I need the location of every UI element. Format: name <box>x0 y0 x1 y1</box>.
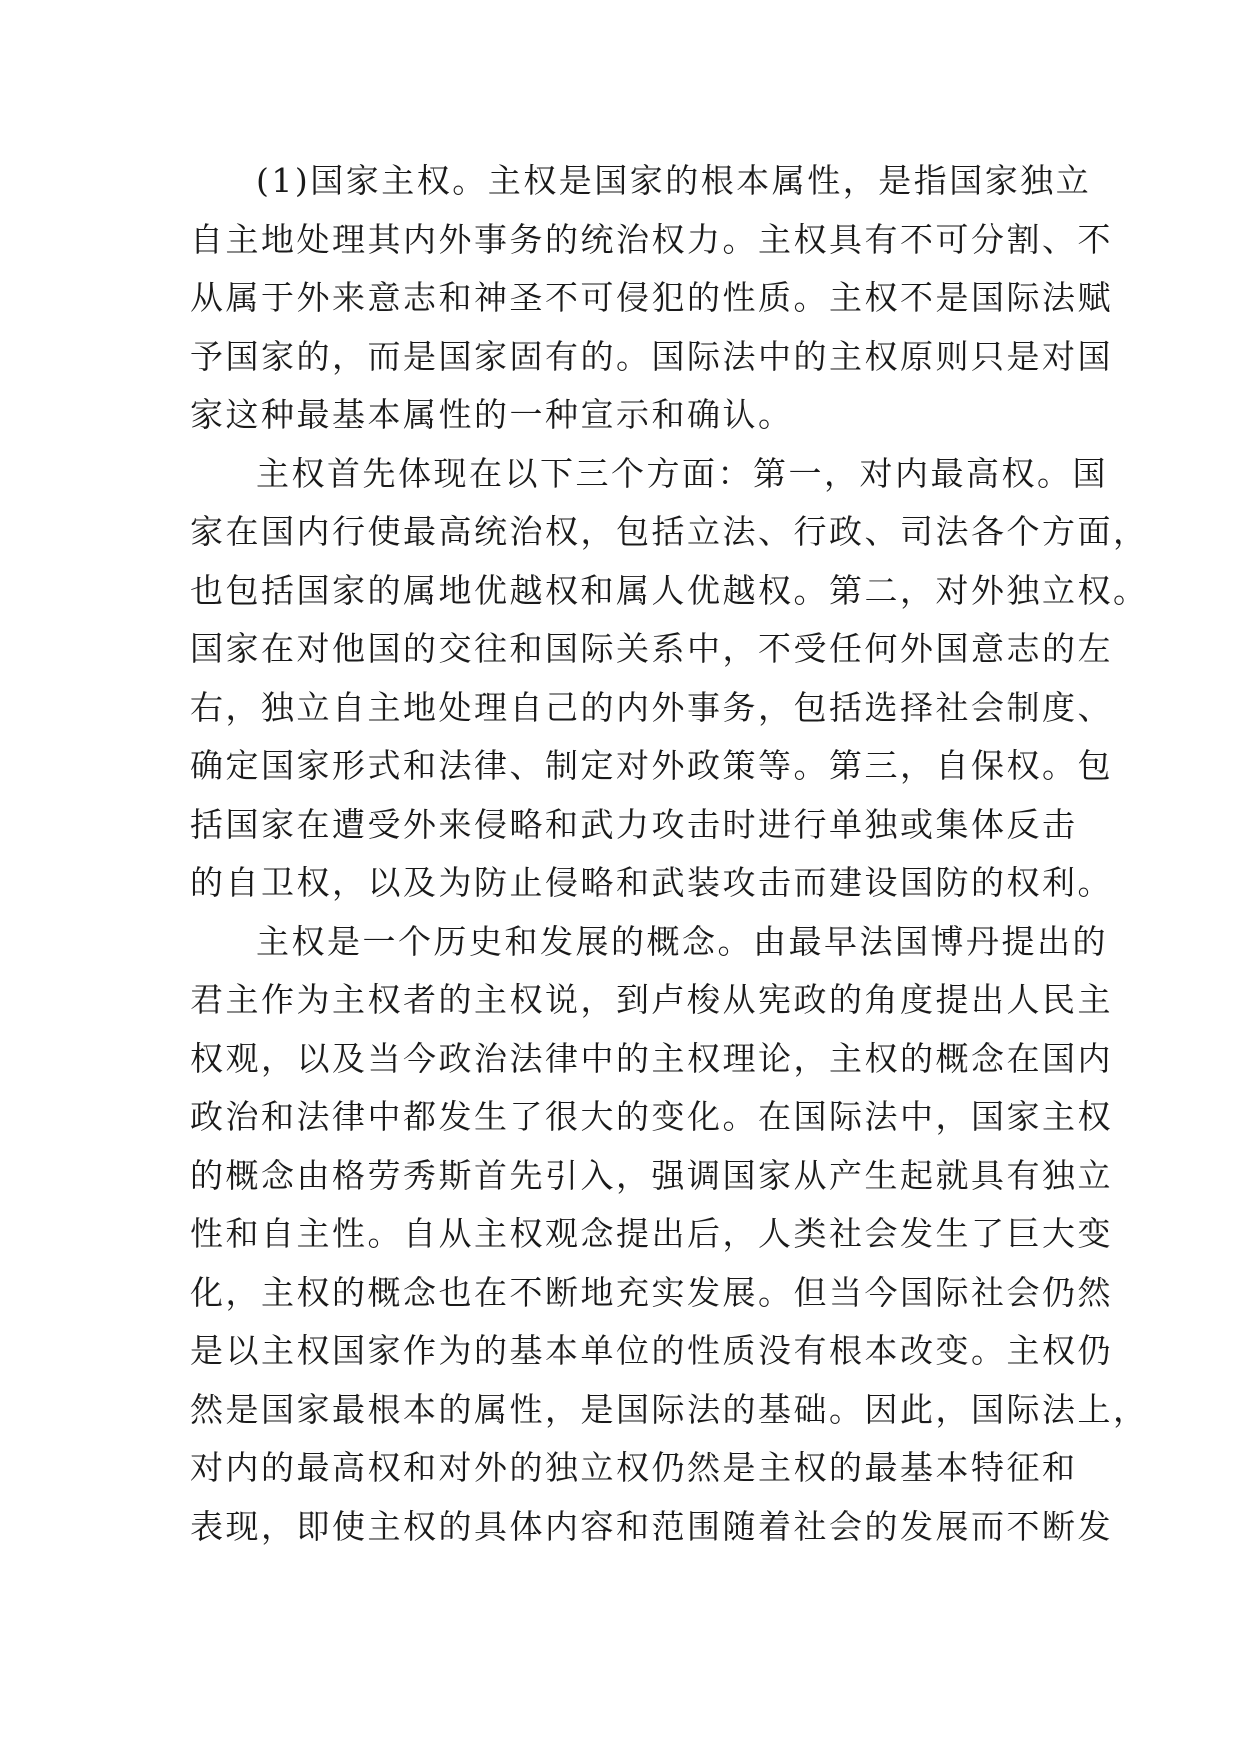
text-line: 的概念由格劳秀斯首先引入，强调国家从产生起就具有独立 <box>190 1155 1113 1195</box>
text-line: 国家在对他国的交往和国际关系中，不受任何外国意志的左 <box>190 629 1113 668</box>
text-line: 君主作为主权者的主权说，到卢梭从宪政的角度提出人民主 <box>190 980 1113 1019</box>
paragraph-sovereignty-aspects <box>190 445 1149 913</box>
paragraph-sovereignty-history <box>190 913 1149 1557</box>
text-line: 予国家的，而是国家固有的。国际法中的主权原则只是对国 <box>190 336 1113 376</box>
text-line: 的自卫权，以及为防止侵略和武装攻击而建设国防的权利。 <box>190 863 1113 902</box>
text-line: 括国家在遭受外来侵略和武力攻击时进行单独或集体反击 <box>190 804 1078 844</box>
text-line: 化，主权的概念也在不断地充实发展。但当今国际社会仍然 <box>190 1272 1113 1312</box>
text-line: 然是国家最根本的属性，是国际法的基础。因此，国际法上， <box>190 1389 1149 1429</box>
text-line: 对内的最高权和对外的独立权仍然是主权的最基本特征和 <box>190 1448 1078 1487</box>
text-line: 确定国家形式和法律、制定对外政策等。第三，自保权。包 <box>190 746 1113 785</box>
text-line: 是以主权国家作为的基本单位的性质没有根本改变。主权仍 <box>190 1331 1113 1370</box>
text-line: 表现，即使主权的具体内容和范围随着社会的发展而不断发 <box>190 1506 1113 1546</box>
text-line: 从属于外来意志和神圣不可侵犯的性质。主权不是国际法赋 <box>190 278 1113 317</box>
text-line: 权观，以及当今政治法律中的主权理论，主权的概念在国内 <box>190 1038 1113 1078</box>
text-line: (1)国家主权。主权是国家的根本属性，是指国家独立 <box>256 161 1092 200</box>
text-line: 主权是一个历史和发展的概念。由最早法国博丹提出的 <box>256 921 1108 961</box>
text-line: 右，独立自主地处理自己的内外事务，包括选择社会制度、 <box>190 687 1113 727</box>
text-line: 家这种最基本属性的一种宣示和确认。 <box>190 395 794 434</box>
text-line: 也包括国家的属地优越权和属人优越权。第二，对外独立权。 <box>190 570 1149 610</box>
body-text <box>190 152 1149 1556</box>
text-line: 政治和法律中都发生了很大的变化。在国际法中，国家主权 <box>190 1097 1113 1136</box>
text-line: 主权首先体现在以下三个方面：第一，对内最高权。国 <box>256 453 1108 493</box>
text-line: 家在国内行使最高统治权，包括立法、行政、司法各个方面， <box>190 512 1149 551</box>
text-line: 自主地处理其内外事务的统治权力。主权具有不可分割、不 <box>190 219 1113 259</box>
paragraph-sovereignty-definition <box>190 152 1113 445</box>
text-line: 性和自主性。自从主权观念提出后，人类社会发生了巨大变 <box>190 1214 1113 1253</box>
